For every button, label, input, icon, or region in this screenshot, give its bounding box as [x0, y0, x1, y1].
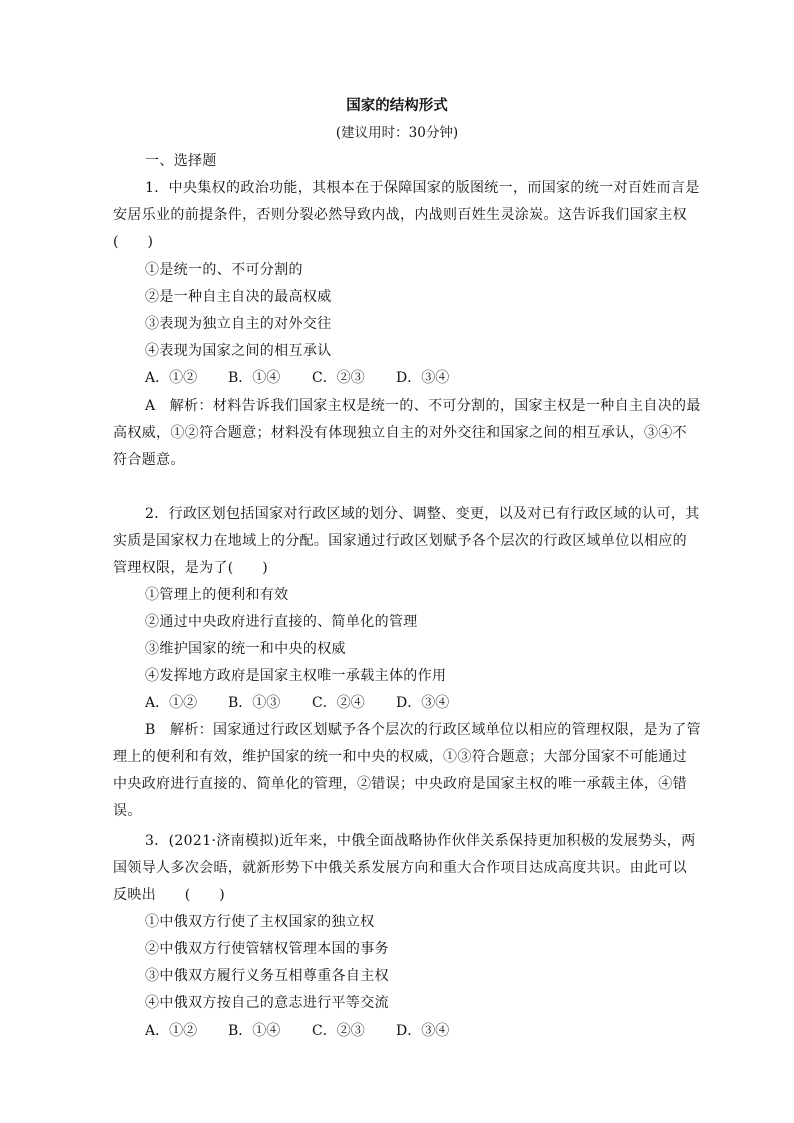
q1-analysis-line-3: 符合题意。: [113, 452, 185, 468]
q2-choice-c: C．②④: [312, 695, 365, 711]
q3-stem-line-3: 反映出 ( ): [113, 887, 226, 903]
q2-item-4: ④发挥地方政府是国家主权唯一承载主体的作用: [145, 668, 447, 684]
q2-analysis-line-1: B 解析：国家通过行政区划赋予各个层次的行政区域单位以相应的管理权限，是为了管: [145, 722, 701, 738]
q3-choice-a: A．①②: [145, 1023, 198, 1039]
q2-choice-a: A．①②: [145, 695, 198, 711]
q1-stem-line-1: 1．中央集权的政治功能，其根本在于保障国家的版图统一，而国家的统一对百姓而言是: [145, 180, 700, 196]
q2-item-2: ②通过中央政府进行直接的、简单化的管理: [145, 614, 418, 630]
q1-choice-a: A．①②: [145, 370, 198, 386]
q1-item-3: ③表现为独立自主的对外交往: [145, 316, 332, 332]
q1-item-1: ①是统一的、不可分割的: [145, 262, 303, 278]
section-heading: 一、选择题: [145, 153, 217, 169]
q3-item-2: ②中俄双方行使管辖权管理本国的事务: [145, 941, 389, 957]
q1-stem-line-3: ( ): [113, 234, 154, 250]
q1-choice-c: C．②③: [312, 370, 365, 386]
q2-item-1: ①管理上的便利和有效: [145, 587, 289, 603]
q2-stem-line-2: 实质是国家权力在地域上的分配。国家通过行政区划赋予各个层次的行政区域单位以相应的: [113, 533, 687, 549]
q1-choice-b: B．①④: [228, 370, 281, 386]
q1-analysis-line-2: 高权威，①②符合题意；材料没有体现独立自主的对外交往和国家之间的相互承认，③④不: [113, 425, 687, 441]
q3-item-3: ③中俄双方履行义务互相尊重各自主权: [145, 968, 389, 984]
q2-item-3: ③维护国家的统一和中央的权威: [145, 641, 346, 657]
q2-choice-b: B．①③: [228, 695, 281, 711]
q1-item-2: ②是一种自主自决的最高权威: [145, 289, 332, 305]
q3-stem-line-1: 3．(2021·济南模拟)近年来，中俄全面战略协作伙伴关系保持更加积极的发展势头，两: [145, 833, 696, 849]
q1-stem-line-2: 安居乐业的前提条件，否则分裂必然导致内战，内战则百姓生灵涂炭。这告诉我们国家主权: [113, 207, 687, 223]
document-title: 国家的结构形式: [346, 98, 448, 114]
q2-stem-line-3: 管理权限，是为了( ): [113, 560, 269, 576]
q3-stem-line-2: 国领导人多次会晤，就新形势下中俄关系发展方向和重大合作项目达成高度共识。由此可以: [113, 860, 687, 876]
q2-stem-line-1: 2．行政区划包括国家对行政区域的划分、调整、变更，以及对已有行政区域的认可，其: [145, 506, 700, 522]
suggested-time: (建议用时：30分钟): [335, 125, 459, 141]
q1-item-4: ④表现为国家之间的相互承认: [145, 343, 332, 359]
q3-item-1: ①中俄双方行使了主权国家的独立权: [145, 914, 375, 930]
q2-analysis-line-2: 理上的便利和有效，维护国家的统一和中央的权威，①③符合题意；大部分国家不可能通过: [113, 749, 687, 765]
q3-item-4: ④中俄双方按自己的意志进行平等交流: [145, 995, 389, 1011]
q1-analysis-line-1: A 解析：材料告诉我们国家主权是统一的、不可分割的，国家主权是一种自主自决的最: [145, 398, 701, 414]
q2-analysis-line-3: 中央政府进行直接的、简单化的管理，②错误；中央政府是国家主权的唯一承载主体，④错: [113, 776, 687, 792]
q3-choice-d: D．③④: [396, 1023, 450, 1039]
q3-choice-c: C．②③: [312, 1023, 365, 1039]
q1-choice-d: D．③④: [396, 370, 450, 386]
q3-choice-b: B．①④: [228, 1023, 281, 1039]
q2-analysis-line-4: 误。: [113, 803, 142, 819]
q2-choice-d: D．③④: [396, 695, 450, 711]
